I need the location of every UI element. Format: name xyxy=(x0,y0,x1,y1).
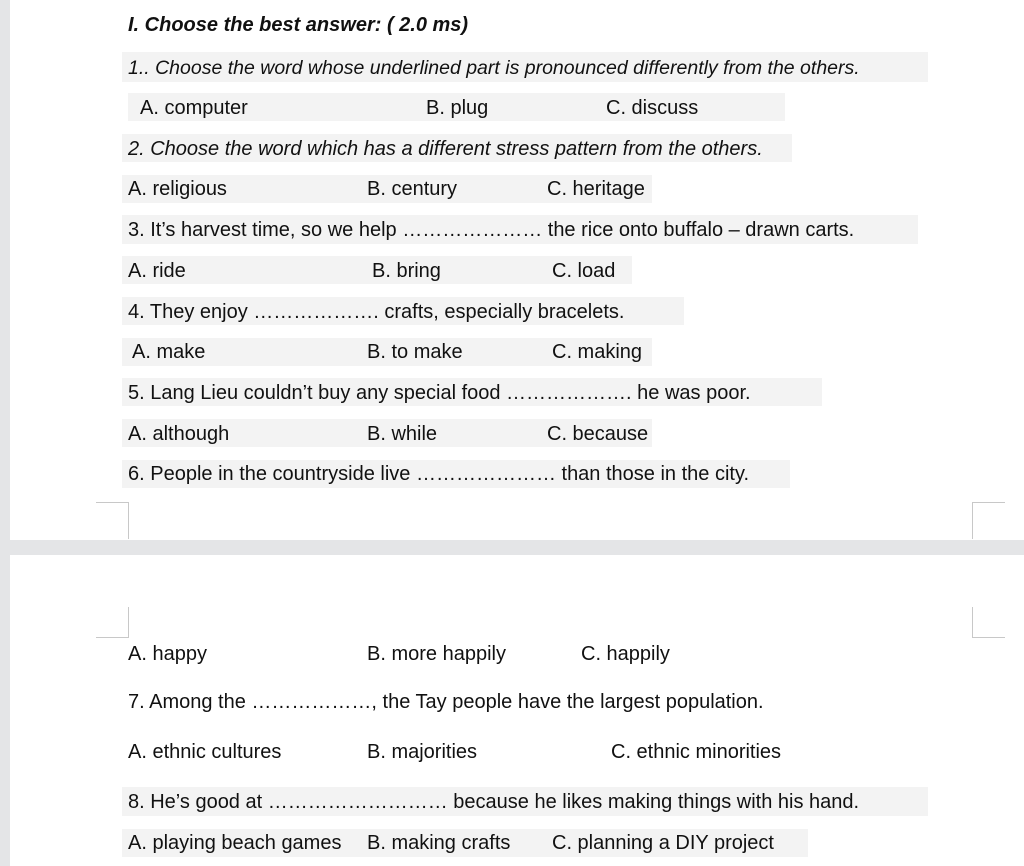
question-4-option-b: B. to make xyxy=(367,341,463,363)
question-3-option-c: C. load xyxy=(552,260,616,282)
question-7-stem: 7. Among the ………………, the Tay people have the largest population. xyxy=(128,691,764,713)
section-title: I. Choose the best answer: ( 2.0 ms) xyxy=(128,14,469,36)
question-4-option-c: C. making xyxy=(552,341,643,363)
question-2-option-a: A. religious xyxy=(128,178,227,200)
question-8-option-c: C. planning a DIY project xyxy=(552,832,774,854)
question-3-option-a: A. ride xyxy=(128,260,186,282)
question-7-option-b: B. majorities xyxy=(367,741,478,763)
question-6-option-a: A. happy xyxy=(128,643,207,665)
document-page-2 xyxy=(10,555,1024,866)
question-1-option-c: C. discuss xyxy=(606,97,699,119)
question-1-option-a: A. computer xyxy=(140,97,248,119)
question-1-option-b: B. plug xyxy=(426,97,489,119)
question-7-option-c: C. ethnic minorities xyxy=(611,741,782,763)
question-6-option-b: B. more happily xyxy=(367,643,506,665)
page-corner-mark xyxy=(972,607,1005,638)
question-4-option-a: A. make xyxy=(132,341,206,363)
question-8-option-b: B. making crafts xyxy=(367,832,511,854)
question-6-option-c: C. happily xyxy=(581,643,670,665)
question-2-option-c: C. heritage xyxy=(547,178,645,200)
question-1-stem: 1.. Choose the word whose underlined part is pronounced differently from the others. xyxy=(128,57,860,79)
question-5-option-b: B. while xyxy=(367,423,438,445)
page-corner-mark xyxy=(96,502,129,539)
page-corner-mark xyxy=(972,502,1005,539)
question-2-stem: 2. Choose the word which has a different stress pattern from the others. xyxy=(128,138,763,160)
question-8-stem: 8. He’s good at ……………………… because he likes making things with his hand. xyxy=(128,791,860,813)
question-4-stem: 4. They enjoy ………………. crafts, especially bracelets. xyxy=(128,301,625,323)
question-5-option-c: C. because xyxy=(547,423,649,445)
question-5-option-a: A. although xyxy=(128,423,230,445)
question-2-option-b: B. century xyxy=(367,178,458,200)
question-7-option-a: A. ethnic cultures xyxy=(128,741,282,763)
question-6-stem: 6. People in the countryside live ………………… than those in the city. xyxy=(128,463,750,485)
document-page-1 xyxy=(10,0,1024,540)
question-8-option-a: A. playing beach games xyxy=(128,832,342,854)
page-corner-mark xyxy=(96,607,129,638)
question-5-stem: 5. Lang Lieu couldn’t buy any special food ………………. he was poor. xyxy=(128,382,751,404)
question-3-stem: 3. It’s harvest time, so we help ………………… the rice onto buffalo – drawn carts. xyxy=(128,219,855,241)
question-3-option-b: B. bring xyxy=(372,260,441,282)
